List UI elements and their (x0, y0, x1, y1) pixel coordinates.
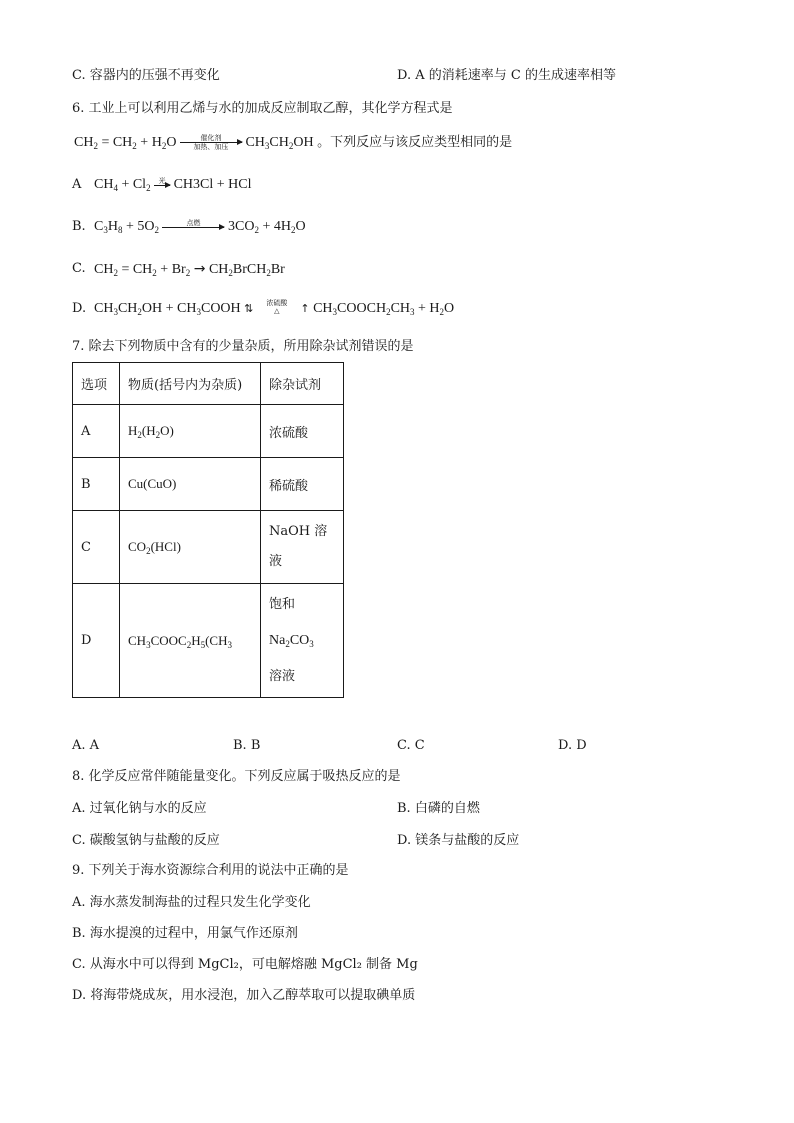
table-cell-option: B (73, 458, 120, 511)
q6-option-b-letter: B. (72, 219, 86, 234)
q6-option-a-equation: $CH_4 + Cl_2$ 光 CH3Cl + HCl (94, 177, 252, 193)
q9-stem: 9. 下列关于海水资源综合利用的说法中正确的是 (72, 863, 349, 878)
q5-option-c: C. 容器内的压强不再变化 (72, 68, 220, 83)
q8-option-b: B. 白磷的自燃 (397, 801, 480, 816)
q6-option-c-letter: C. (72, 261, 86, 276)
q9-option-b: B. 海水提溴的过程中，用氯气作还原剂 (72, 926, 298, 941)
q7-answer-a: A. A (72, 738, 100, 753)
table-cell-substance: $H_2(H_2O)$ (120, 405, 261, 458)
q7-stem: 7. 除去下列物质中含有的少量杂质，所用除杂试剂错误的是 (72, 339, 414, 354)
table-cell-option: D (73, 584, 120, 698)
cond-above: 催化剂 (200, 134, 222, 143)
reaction-arrow-icon: → (193, 261, 206, 277)
table-cell-reagent: 饱和 $Na_2CO_3$ 溶液 (261, 584, 344, 698)
q6-main-equation: $CH_2 = CH_2 + H_2O$ 催化剂 加热、加压 $CH_3CH_2OH$ 。下列反应与该反应类型相同的是 (74, 134, 513, 152)
q6-option-d-letter: D. (72, 301, 87, 316)
q6-option-d-equation: $CH_3CH_2OH$ + $CH_3COOH$ ⇅ 浓硫酸 △ ↑ $CH_3COOCH_2CH_3 + H_2O$ (94, 298, 455, 317)
q8-option-c: C. 碳酸氢钠与盐酸的反应 (72, 833, 220, 848)
table-row (73, 405, 344, 458)
table-cell-substance: $CO_2(HCl)$ (120, 511, 261, 584)
reaction-arrow-icon (180, 134, 242, 151)
table-row (73, 458, 344, 511)
reaction-arrow-icon: 点燃 (162, 219, 224, 228)
reversible-arrow-left-icon: ⇅ (244, 302, 254, 315)
table-header-substance: 物质(括号内为杂质) (120, 363, 261, 405)
table-cell-option: A (73, 405, 120, 458)
q7-answer-c: C. C (397, 738, 425, 753)
table-cell-reagent: NaOH 溶 液 (261, 511, 344, 584)
table-header-row (73, 363, 344, 405)
q6-stem-tail: 。下列反应与该反应类型相同的是 (317, 135, 513, 150)
q9-option-c: C. 从海水中可以得到 MgCl₂，可电解熔融 MgCl₂ 制备 Mg (72, 957, 418, 972)
q7-table (72, 362, 344, 698)
reversible-arrow-icon: 浓硫酸 △ (266, 298, 288, 315)
table-header-option: 选项 (73, 363, 120, 405)
table-cell-option: C (73, 511, 120, 584)
q8-option-a: A. 过氧化钠与水的反应 (72, 801, 207, 816)
q8-stem: 8. 化学反应常伴随能量变化。下列反应属于吸热反应的是 (72, 769, 401, 784)
table-row (73, 511, 344, 584)
table-header-reagent: 除杂试剂 (261, 363, 344, 405)
table-cell-reagent: 稀硫酸 (261, 458, 344, 511)
q7-answer-b: B. B (233, 738, 261, 753)
table-cell-substance: $CH_3COOC_2H_5(CH_3$ (120, 584, 261, 698)
q9-option-d: D. 将海带烧成灰，用水浸泡，加入乙醇萃取可以提取碘单质 (72, 988, 416, 1003)
reaction-arrow-icon: 光 (154, 177, 170, 186)
q8-option-d: D. 镁条与盐酸的反应 (397, 833, 520, 848)
table-row (73, 584, 344, 698)
q6-option-b-equation: $C_3H_8 + 5O_2$ 点燃 $3CO_2 + 4H_2O$ (94, 219, 306, 235)
cond-below: 加热、加压 (193, 143, 229, 152)
reversible-arrow-right-icon: ↑ (300, 302, 310, 315)
q6-option-c-equation: $CH_2 = CH_2 + Br_2$ → $CH_2BrCH_2Br$ (94, 261, 285, 278)
q7-answer-d: D. D (558, 738, 587, 753)
q5-option-d: D. A 的消耗速率与 C 的生成速率相等 (397, 68, 616, 83)
table-cell-substance: Cu(CuO) (120, 458, 261, 511)
q6-stem: 6. 工业上可以利用乙烯与水的加成反应制取乙醇，其化学方程式是 (72, 101, 453, 116)
q6-option-a-letter: A (72, 177, 82, 192)
table-cell-reagent: 浓硫酸 (261, 405, 344, 458)
q9-option-a: A. 海水蒸发制海盐的过程只发生化学变化 (72, 895, 311, 910)
q6-option-a-product: CH3Cl + HCl (173, 177, 252, 192)
